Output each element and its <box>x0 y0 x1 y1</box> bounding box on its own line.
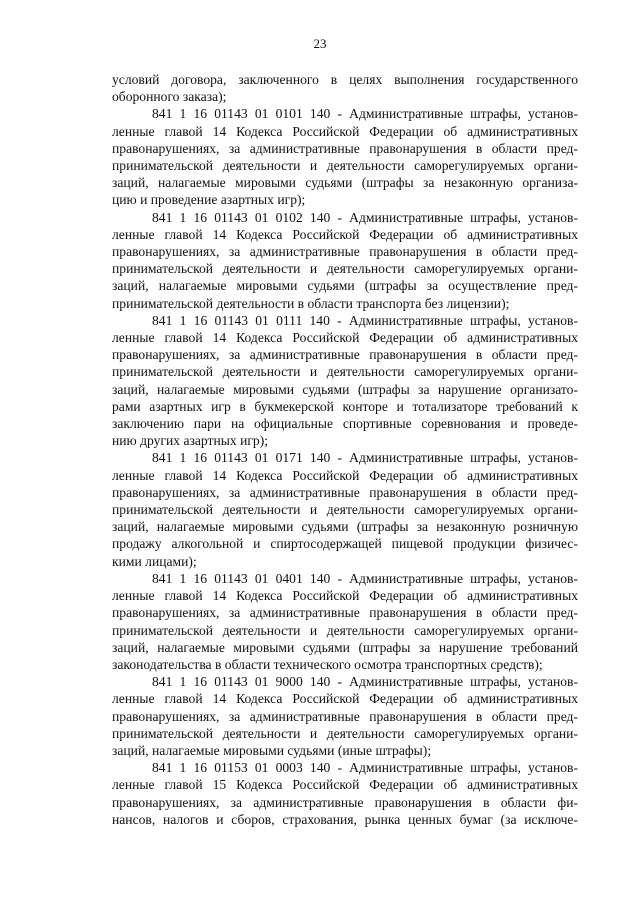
text-line: ленные главой 14 Кодекса Российской Федерации об административных <box>112 691 578 707</box>
text-line: правонарушениях, за административные правонарушения в области пред- <box>112 244 578 260</box>
text-line: ленные главой 14 Кодекса Российской Федерации об административных <box>112 123 578 139</box>
text-line: принимательской деятельности и деятельности саморегулируемых органи- <box>112 158 578 174</box>
text-line: продажу алкогольной и спиртосодержащей пищевой продукции физичес- <box>112 536 578 552</box>
text-line: заций, налагаемые мировыми судьями (штрафы за осуществление пред- <box>112 278 578 294</box>
text-line: заций, налагаемые мировыми судьями (штрафы за нарушение требований <box>112 639 578 655</box>
text-line: правонарушениях, за административные правонарушения в области пред- <box>112 140 578 156</box>
text-line: принимательской деятельности и деятельности саморегулируемых органи- <box>112 622 578 638</box>
text-line: принимательской деятельности и деятельности саморегулируемых органи- <box>112 364 578 380</box>
text-line: заключению пари на официальные спортивные соревнования и проведе- <box>112 416 578 432</box>
text-line: правонарушениях, за административные правонарушения в области пред- <box>112 605 578 621</box>
text-line: ленные главой 14 Кодекса Российской Федерации об административных <box>112 467 578 483</box>
text-line: принимательской деятельности и деятельности саморегулируемых органи- <box>112 261 578 277</box>
text-line: принимательской деятельности в области транспорта без лицензии); <box>112 295 510 311</box>
text-line: нию других азартных игр); <box>112 433 269 449</box>
text-line: 841 1 16 01143 01 0171 140 - Административные штрафы, установ- <box>152 450 578 466</box>
text-line: нансов, налогов и сборов, страхования, рынка ценных бумаг (за исключе- <box>112 811 578 827</box>
text-line: правонарушениях, за административные правонарушения в области пред- <box>112 347 578 363</box>
text-line: правонарушениях, за административные правонарушения в области пред- <box>112 484 578 500</box>
text-line: законодательства в области технического осмотра транспортных средств); <box>112 656 543 672</box>
text-line: 841 1 16 01143 01 9000 140 - Административные штрафы, установ- <box>152 674 578 690</box>
page-number: 23 <box>313 36 327 51</box>
text-line: принимательской деятельности и деятельности саморегулируемых органи- <box>112 502 578 518</box>
text-line: рами азартных игр в букмекерской конторе и тотализаторе требований к <box>112 398 578 414</box>
text-line: ленные главой 14 Кодекса Российской Федерации об административных <box>112 330 578 346</box>
text-line: ленные главой 15 Кодекса Российской Федерации об административных <box>112 777 578 793</box>
document-body <box>112 71 578 828</box>
text-line: правонарушениях, за административные правонарушения в области фи- <box>112 794 578 810</box>
text-line: заций, налагаемые мировыми судьями (иные штрафы); <box>112 742 432 758</box>
text-line: 841 1 16 01143 01 0102 140 - Административные штрафы, установ- <box>152 209 578 225</box>
text-line: 841 1 16 01143 01 0111 140 - Административные штрафы, установ- <box>152 312 578 328</box>
text-line: ленные главой 14 Кодекса Российской Федерации об административных <box>112 226 578 242</box>
text-line: цию и проведение азартных игр); <box>112 192 306 208</box>
text-line: заций, налагаемые мировыми судьями (штрафы за нарушение организато- <box>112 381 578 397</box>
text-line: заций, налагаемые мировыми судьями (штрафы за незаконную организа- <box>112 175 578 191</box>
text-line: 841 1 16 01153 01 0003 140 - Административные штрафы, установ- <box>152 760 578 776</box>
text-line: 841 1 16 01143 01 0101 140 - Административные штрафы, установ- <box>152 106 578 122</box>
text-line: принимательской деятельности и деятельности саморегулируемых органи- <box>112 725 578 741</box>
text-line: 841 1 16 01143 01 0401 140 - Административные штрафы, установ- <box>152 570 578 586</box>
text-line: ленные главой 14 Кодекса Российской Федерации об административных <box>112 588 578 604</box>
text-line: условий договора, заключенного в целях выполнения государственного <box>112 72 578 87</box>
text-line: заций, налагаемые мировыми судьями (штрафы за незаконную розничную <box>112 519 578 535</box>
text-line: оборонного заказа); <box>112 89 227 105</box>
text-line: правонарушениях, за административные правонарушения в области пред- <box>112 708 578 724</box>
text-line: кими лицами); <box>112 553 197 569</box>
